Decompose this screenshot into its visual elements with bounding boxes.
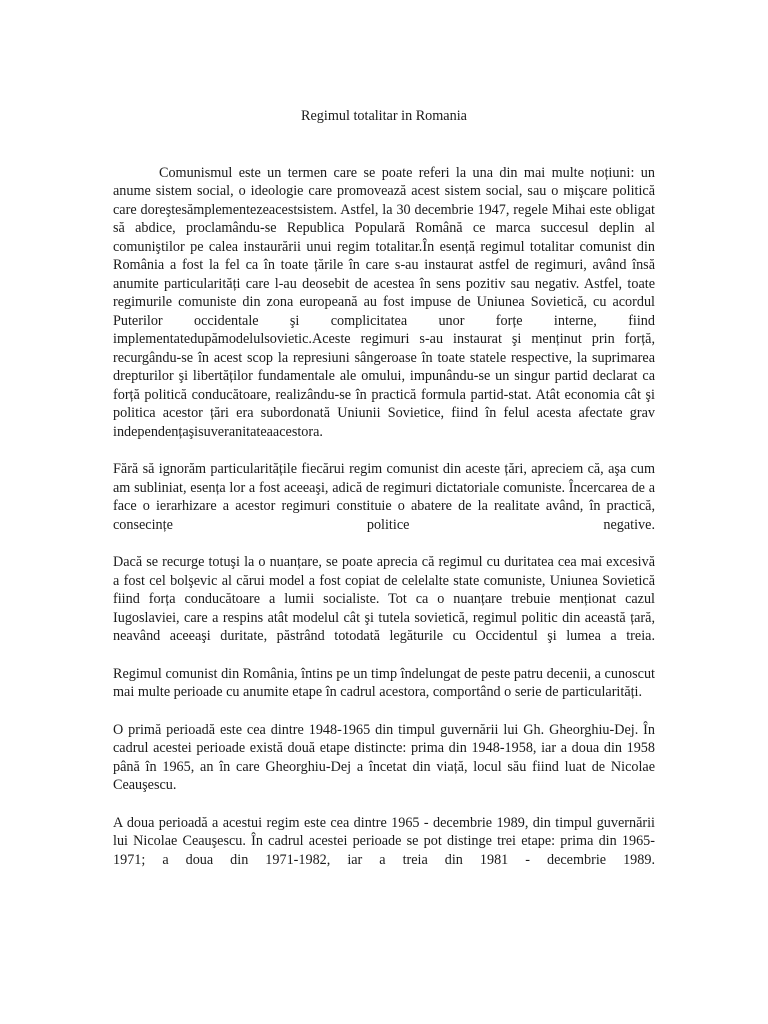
paragraph-6: A doua perioadă a acestui regim este cea dintre 1965 - decembrie 1989, din timpul guvernării lui Nicolae Ceauşescu. În cadrul acestei perioade se pot distinge trei etape: prima din 1965-1971; a doua din 1971-1982, iar a treia din 1981 - decembrie 1989. — [113, 814, 655, 868]
paragraph-5: O primă perioadă este cea dintre 1948-1965 din timpul guvernării lui Gh. Gheorghiu-Dej. În cadrul acestei perioade există două etape distincte: prima din 1948-1958, iar a doua din 1958 până în 1965, an în care Gheorghiu-Dej a încetat din viață, locul său fiind luat de Nicolae Ceauşescu. — [113, 721, 655, 793]
paragraph-4: Regimul comunist din România, întins pe un timp îndelungat de peste patru decenii, a cunoscut mai multe perioade cu anumite etape în cadrul acestora, comportând o serie de particularități. — [113, 665, 655, 700]
document-body — [113, 100, 655, 888]
paragraph-1: Comunismul este un termen care se poate referi la una din mai multe noțiuni: un anume sistem social, o ideologie care promovează acest sistem social, sau o mişcare politică care doreştesămplementezeacestsistem. Astfel, la 30 decembrie 1947, regele Mihai este obligat să abdice, proclamându-se Republica Populară Română ce marca succesul deplin al comuniştilor pe calea instaurării unui regim totalitar.În esență regimul totalitar comunist din România a fost la fel ca în toate țările în care s-au instaurat astfel de regimuri, având însă anumite particularități care l-au deosebit de acestea în sens pozitiv sau negativ. Astfel, toate regimurile comuniste din zona europeană au fost impuse de Uniunea Sovietică, cu acordul Puterilor occidentale şi complicitatea unor forțe interne, fiind implementatedupămodelulsovietic.Aceste regimuri s-au instaurat şi menținut prin forță, recurgându-se în acest scop la represiuni sângeroase în toate statele respective, la suprimarea drepturilor şi libertăților fundamentale ale omului, impunându-se un singur partid declarat ca forță politică conducătoare, realizându-se în practică formula partid-stat. Atât economia cât şi politica acestor țări era subordonată Uniunii Sovietice, fiind în felul acesta afectate grav independențaşisuveranitateaacestora. — [113, 164, 655, 440]
document-title: Regimul totalitar in Romania — [301, 108, 467, 124]
paragraph-3: Dacă se recurge totuşi la o nuanțare, se poate aprecia că regimul cu duritatea cea mai excesivă a fost cel bolşevic al cărui model a fost copiat de celelalte state comuniste, Uniunea Sovietică fiind forța conducătoare a lumii socialiste. Tot ca o nuanțare trebuie menționat cazul Iugoslaviei, care a respins atât modelul cât şi tutela sovietică, regimul politic din această țară, neavând aceeaşi duritate, păstrând totodată legăturile cu Occidentul şi lumea a treia. — [113, 554, 655, 644]
paragraph-2: Fără să ignorăm particularitățile fiecărui regim comunist din aceste țări, apreciem că, aşa cum am subliniat, esența lor a fost aceeaşi, adică de regimuri dictatoriale comuniste. Încercarea de a face o ierarhizare a acestor regimuri constituie o abatere de la realitate având, în practică, consecințe politice negative. — [113, 461, 655, 533]
